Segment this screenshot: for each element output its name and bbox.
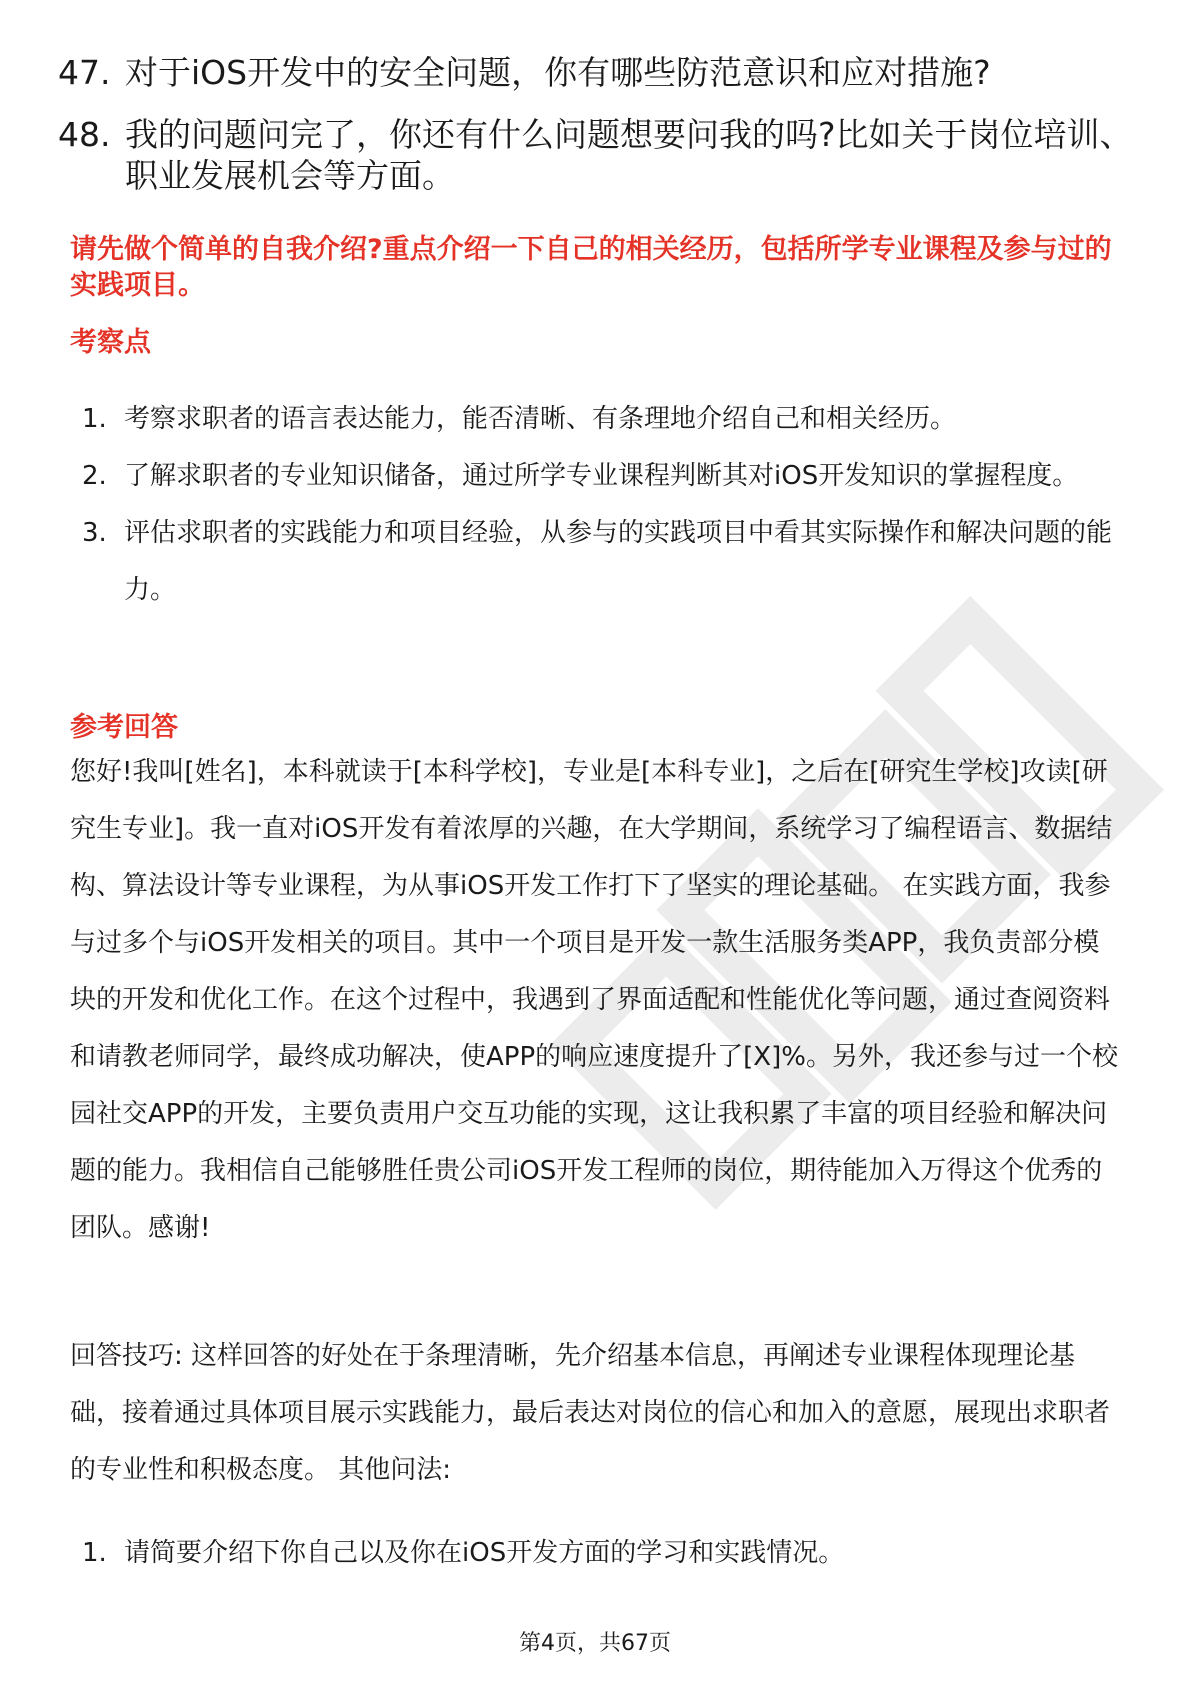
list-item xyxy=(82,1525,1127,1582)
previous-questions-list xyxy=(58,52,1138,217)
list-text: 考察求职者的语言表达能力，能否清晰、有条理地介绍自己和相关经历。 xyxy=(124,404,957,434)
reference-answer-text: 您好!我叫[姓名]，本科就读于[本科学校]，专业是[本科专业]，之后在[研究生学校]攻读[研究生专业]。我一直对iOS开发有着浓厚的兴趣，在大学期间，系统学习了编程语言、数据结构、算法设计等专业课程，为从事iOS开发工作打下了坚实的理论基础。 在实践方面，我参与过多个与iOS开发相关的项目。其中一个项目是开发一款生活服务类APP，我负责部分模块的开发和优化工作。在这个过程中，我遇到了界面适配和性能优化等问题，通过查阅资料和请教老师同学，最终成功解决，使APP的响应速度提升了[X]%。另外，我还参与过一个校园社交APP的开发，主要负责用户交互功能的实现，这让我积累了丰富的项目经验和解决问题的能力。我相信自己能够胜任贵公司iOS开发工程师的岗位，期待能加入万得这个优秀的团队。感谢! xyxy=(70,757,1118,1243)
assessment-points-list xyxy=(82,391,1127,619)
list-number: 2. xyxy=(82,461,107,491)
list-number: 1. xyxy=(82,1538,107,1568)
answer-tips-text: 回答技巧: 这样回答的好处在于条理清晰，先介绍基本信息，再阐述专业课程体现理论基础，接着通过具体项目展示实践能力，最后表达对岗位的信心和加入的意愿，展现出求职者的专业性和积极态度。 其他问法: xyxy=(70,1341,1111,1485)
list-item xyxy=(82,448,1127,505)
list-item xyxy=(82,391,1127,448)
list-item xyxy=(82,505,1127,619)
question-number: 47. xyxy=(58,53,111,92)
list-number: 1. xyxy=(82,404,107,434)
question-item xyxy=(58,52,1138,93)
list-text: 评估求职者的实践能力和项目经验，从参与的实践项目中看其实际操作和解决问题的能力。 xyxy=(124,518,1113,605)
question-number: 48. xyxy=(58,115,111,154)
list-number: 3. xyxy=(82,518,107,548)
page-footer: 第4页，共67页 xyxy=(519,1631,671,1656)
other-phrasings-list xyxy=(82,1525,1127,1582)
assessment-points-heading: 考察点 xyxy=(70,327,151,358)
reference-answer-heading: 参考回答 xyxy=(70,712,178,743)
list-text: 请简要介绍下你自己以及你在iOS开发方面的学习和实践情况。 xyxy=(124,1538,845,1568)
question-item xyxy=(58,114,1138,196)
question-text: 对于iOS开发中的安全问题，你有哪些防范意识和应对措施? xyxy=(125,53,991,92)
list-text: 了解求职者的专业知识储备，通过所学专业课程判断其对iOS开发知识的掌握程度。 xyxy=(124,461,1079,491)
question-title: 请先做个简单的自我介绍?重点介绍一下自己的相关经历，包括所学专业课程及参与过的实践项目。 xyxy=(70,234,1112,301)
question-text: 我的问题问完了，你还有什么问题想要问我的吗?比如关于岗位培训、职业发展机会等方面。 xyxy=(125,115,1133,195)
